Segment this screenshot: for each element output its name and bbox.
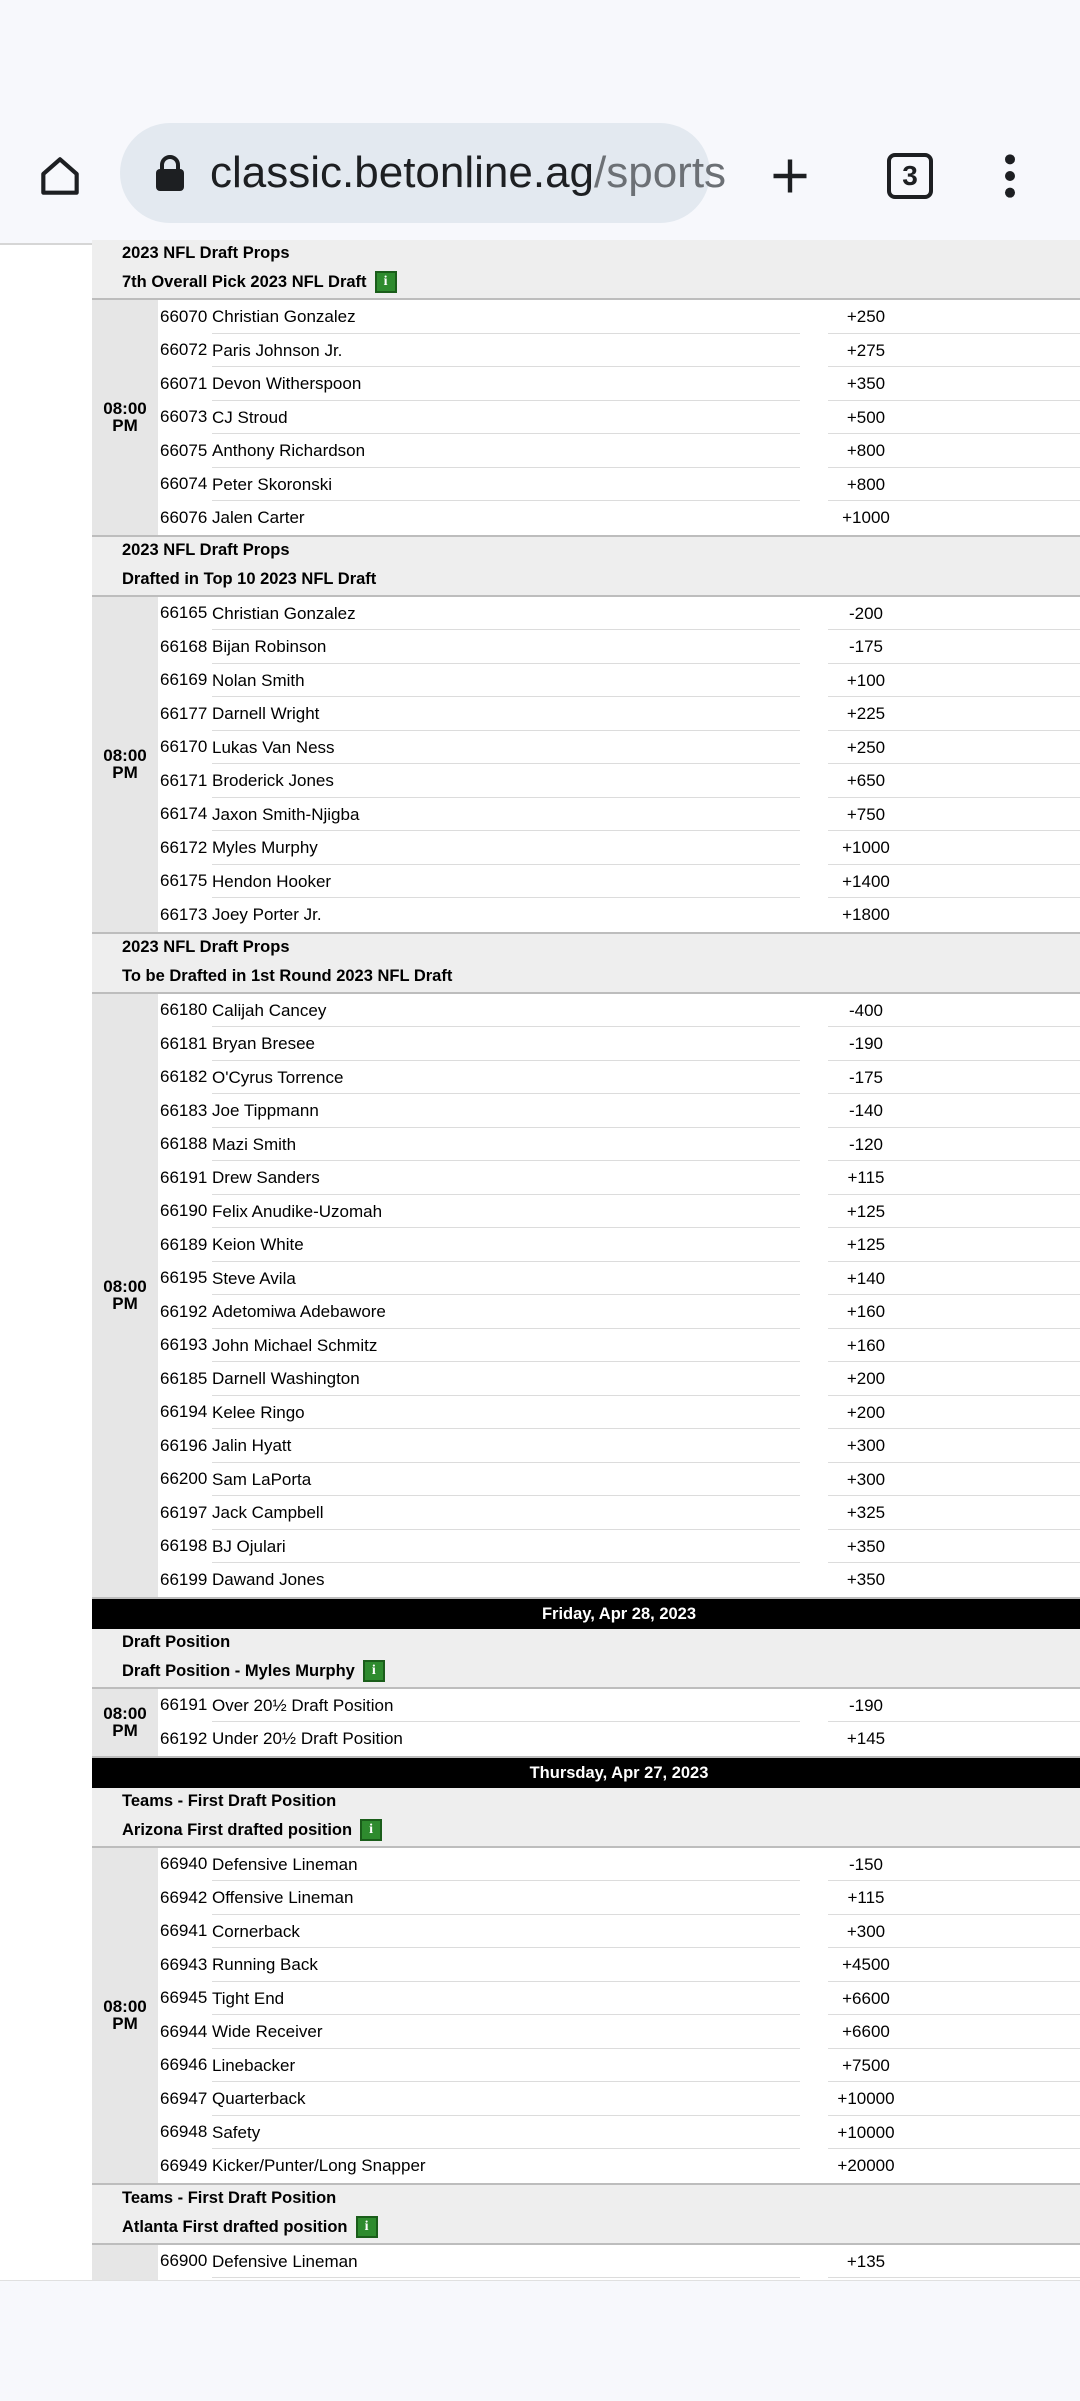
selection-name: Defensive Lineman [212,1848,800,1882]
odds-button[interactable]: +145 [846,1729,886,1748]
bet-line-row [158,2015,1080,2049]
selection-name: Cornerback [212,1915,800,1949]
market-header [92,934,1080,994]
rotation-number: 66171 [160,770,208,790]
rotation-number: 66941 [160,1921,208,1941]
bet-line-row [158,764,1080,798]
bet-line-row [158,831,1080,865]
odds-button[interactable]: +115 [828,1161,904,1195]
rotation-number: 66949 [160,2155,208,2175]
odds-button[interactable]: +350 [828,367,904,401]
bet-line-row [158,1295,1080,1329]
more-vert-icon [990,151,1030,201]
odds-button[interactable]: +4500 [828,1948,904,1982]
bet-line-row [158,1228,1080,1262]
selection-name: Tight End [212,1982,800,2016]
address-bar[interactable] [120,123,727,223]
rotation-number: 66177 [160,703,208,723]
odds-button[interactable]: +160 [828,1329,904,1363]
market-title-row [122,1814,1080,1846]
rotation-number: 66181 [160,1033,208,1053]
selection-name: Jalen Carter [212,508,305,527]
bet-line-row [158,865,1080,899]
selection-name: Broderick Jones [212,764,800,798]
market-header [92,2185,1080,2245]
market-title: Drafted in Top 10 2023 NFL Draft [122,569,377,588]
odds-button[interactable]: +500 [828,401,904,435]
status-bar [0,0,1080,110]
selection-name: Anthony Richardson [212,434,800,468]
rotation-number: 66191 [160,1695,208,1715]
selection-name: Safety [212,2116,800,2150]
game-time [92,994,158,1597]
odds-button[interactable]: +140 [828,1262,904,1296]
odds-button[interactable]: +100 [828,664,904,698]
odds-listing [92,240,1080,2314]
bet-line-row [158,630,1080,664]
selection-name: Joe Tippmann [212,1094,800,1128]
rotation-number: 66944 [160,2021,208,2041]
selection-name: Defensive Lineman [212,2245,800,2279]
selection-name: Kicker/Punter/Long Snapper [212,2156,426,2175]
bet-line-row [158,1128,1080,1162]
bet-line-row [158,1689,1080,1723]
rotation-number: 66946 [160,2055,208,2075]
market-title: 7th Overall Pick 2023 NFL Draft [122,273,367,291]
selection-name: Running Back [212,1948,800,1982]
market-title: Atlanta First drafted position [122,2217,348,2236]
bet-line-row [158,1722,1080,1756]
bet-line-row [158,1061,1080,1095]
odds-button[interactable]: +300 [828,1429,904,1463]
selection-name: Adetomiwa Adebawore [212,1295,800,1329]
market-lines [92,994,1080,1599]
odds-button[interactable]: +1000 [842,508,890,527]
rotation-number: 66180 [160,1000,208,1020]
bet-line-row [158,2082,1080,2116]
bet-line-row [158,1094,1080,1128]
rotation-number: 66165 [160,603,208,623]
selection-name: Joey Porter Jr. [212,905,322,924]
market-title-row [122,563,1080,595]
odds-button[interactable]: -190 [828,1689,904,1723]
selection-name: Bijan Robinson [212,630,800,664]
odds-button[interactable]: +800 [828,468,904,502]
bet-line-row [158,1563,1080,1597]
selection-name: Jack Campbell [212,1496,800,1530]
odds-button[interactable]: +350 [846,1570,886,1589]
odds-button[interactable]: +7500 [828,2049,904,2083]
rotation-number: 66198 [160,1536,208,1556]
new-tab-button[interactable] [748,134,832,218]
selection-name: Felix Anudike-Uzomah [212,1195,800,1229]
bet-line-row [158,994,1080,1028]
market-lines [92,1848,1080,2185]
bet-line-row [158,501,1080,535]
bet-line-row [158,468,1080,502]
home-button[interactable] [18,134,102,218]
bet-line-row [158,1396,1080,1430]
odds-button[interactable]: +1400 [828,865,904,899]
odds-button[interactable]: +650 [828,764,904,798]
rotation-number: 66182 [160,1067,208,1087]
bet-line-row [158,2049,1080,2083]
bet-line-row [158,2116,1080,2150]
rotation-number: 66168 [160,636,208,656]
odds-button[interactable]: +1000 [828,831,904,865]
game-time-clock: 08:00 [103,399,147,419]
rotation-number: 66189 [160,1234,208,1254]
game-time-clock: 08:00 [103,1277,147,1296]
market-header [92,1629,1080,1689]
odds-button[interactable]: -150 [828,1848,904,1882]
odds-button[interactable]: +200 [828,1396,904,1430]
selection-name: Bryan Bresee [212,1027,800,1061]
lock-icon [154,155,186,191]
rotation-number: 66170 [160,737,208,757]
selection-name: Hendon Hooker [212,865,800,899]
rotation-number: 66072 [160,340,208,360]
market-lines [92,1689,1080,1758]
rotation-number: 66195 [160,1268,208,1288]
game-time-ampm: PM [112,763,138,782]
rotation-number: 66190 [160,1201,208,1221]
bet-line-row [158,1027,1080,1061]
home-icon [35,151,85,201]
web-page [0,243,1080,2282]
selection-name: Steve Avila [212,1262,800,1296]
odds-button[interactable]: +115 [828,1881,904,1915]
plus-icon [768,154,812,198]
game-time-ampm: PM [112,2014,138,2033]
selection-name: Darnell Washington [212,1362,800,1396]
market-title-row [122,266,1080,298]
odds-button[interactable]: +300 [828,1463,904,1497]
rotation-number: 66192 [160,1728,208,1748]
overflow-menu-button[interactable] [968,134,1052,218]
rotation-number: 66200 [160,1469,208,1489]
game-time [92,1689,158,1756]
selection-name: Keion White [212,1228,800,1262]
tab-switcher-button[interactable] [868,134,952,218]
market-title-row [122,960,1080,992]
selection-name: Myles Murphy [212,831,800,865]
market-category: 2023 NFL Draft Props [122,540,290,559]
odds-button[interactable]: +135 [828,2245,904,2279]
market-title: To be Drafted in 1st Round 2023 NFL Draft [122,966,453,985]
date-header: Friday, Apr 28, 2023 [92,1599,1080,1629]
rotation-number: 66071 [160,373,208,393]
rotation-number: 66185 [160,1368,208,1388]
odds-button[interactable]: +125 [828,1228,904,1262]
market-lines [92,597,1080,934]
bet-line-row [158,1329,1080,1363]
odds-button[interactable]: +20000 [837,2156,895,2175]
selection-name: Mazi Smith [212,1128,800,1162]
odds-button[interactable]: +300 [828,1915,904,1949]
info-icon[interactable]: i [360,1819,382,1841]
market-category: Draft Position [122,1632,231,1651]
bet-line-row [158,898,1080,932]
info-icon[interactable]: i [375,271,397,293]
rotation-number: 66194 [160,1402,208,1422]
odds-button[interactable]: +6600 [828,2015,904,2049]
bet-line-row [158,1195,1080,1229]
bet-line-row [158,1463,1080,1497]
selection-name: Calijah Cancey [212,994,800,1028]
game-time-clock: 08:00 [103,746,147,765]
selection-name: Kelee Ringo [212,1396,800,1430]
selection-name: Jaxon Smith-Njigba [212,798,800,832]
rotation-number: 66183 [160,1100,208,1120]
odds-button[interactable]: +10000 [828,2116,904,2150]
selection-name: Darnell Wright [212,697,800,731]
bet-line-row [158,1982,1080,2016]
game-time [92,1848,158,2183]
bet-line-row [158,1881,1080,1915]
bet-line-row [158,1530,1080,1564]
rotation-number: 66196 [160,1435,208,1455]
selection-name: Over 20½ Draft Position [212,1689,800,1723]
bet-line-row [158,1948,1080,1982]
market-lines [92,300,1080,537]
selection-name: Sam LaPorta [212,1463,800,1497]
game-time-ampm: PM [112,1721,138,1740]
rotation-number: 66945 [160,1988,208,2008]
rotation-number: 66948 [160,2122,208,2142]
market-title: Draft Position - Myles Murphy [122,1661,355,1680]
odds-button[interactable]: +225 [828,697,904,731]
odds-button[interactable]: +275 [828,334,904,368]
selection-name: Dawand Jones [212,1570,325,1589]
market-category: 2023 NFL Draft Props [122,244,290,262]
odds-button[interactable]: +325 [828,1496,904,1530]
date-header: Thursday, Apr 27, 2023 [92,1758,1080,1788]
selection-name: CJ Stroud [212,401,800,435]
rotation-number: 66073 [160,407,208,427]
odds-button[interactable]: +250 [828,731,904,765]
market-category: Teams - First Draft Position [122,1791,337,1810]
bet-line-row [158,334,1080,368]
rotation-number: 66197 [160,1502,208,1522]
tab-count: 3 [887,153,933,199]
bet-line-row [158,367,1080,401]
rotation-number: 66169 [160,670,208,690]
odds-button[interactable]: -140 [828,1094,904,1128]
rotation-number: 66076 [160,507,208,527]
bet-line-row [158,1161,1080,1195]
selection-name: Lukas Van Ness [212,731,800,765]
url-text [210,145,726,201]
selection-name: O'Cyrus Torrence [212,1061,800,1095]
rotation-number: 66188 [160,1134,208,1154]
selection-name: Nolan Smith [212,664,800,698]
bet-line-row [158,697,1080,731]
market-header [92,1788,1080,1848]
market-header [92,240,1080,300]
rotation-number: 66173 [160,904,208,924]
selection-name: Peter Skoronski [212,468,800,502]
odds-button[interactable]: +750 [828,798,904,832]
rotation-number: 66193 [160,1335,208,1355]
rotation-number: 66074 [160,474,208,494]
selection-name: Drew Sanders [212,1161,800,1195]
info-icon[interactable]: i [363,1660,385,1682]
bet-line-row [158,1362,1080,1396]
bet-line-row [158,401,1080,435]
rotation-number: 66172 [160,837,208,857]
bet-line-row [158,798,1080,832]
rotation-number: 66070 [160,306,208,326]
game-time-clock: 08:00 [103,1997,147,2016]
selection-name: BJ Ojulari [212,1530,800,1564]
browser-toolbar [0,110,1080,243]
selection-name: Wide Receiver [212,2015,800,2049]
bet-line-row [158,1262,1080,1296]
bet-line-row [158,1915,1080,1949]
rotation-number: 66192 [160,1301,208,1321]
odds-button[interactable]: -190 [828,1027,904,1061]
odds-button[interactable]: -175 [828,630,904,664]
rotation-number: 66943 [160,1954,208,1974]
odds-button[interactable]: +160 [828,1295,904,1329]
market-header [92,537,1080,597]
rotation-number: 66942 [160,1887,208,1907]
selection-name: Devon Witherspoon [212,367,800,401]
selection-name: Under 20½ Draft Position [212,1729,403,1748]
odds-button[interactable]: -175 [828,1061,904,1095]
rotation-number: 66900 [160,2251,208,2271]
odds-button[interactable]: +10000 [828,2082,904,2116]
market-title-row [122,1655,1080,1687]
selection-name: Offensive Lineman [212,1881,800,1915]
rotation-number: 66075 [160,440,208,460]
url-host: classic.betonline.ag [210,148,595,197]
game-time-ampm: PM [112,416,138,436]
selection-name: Paris Johnson Jr. [212,334,800,368]
bet-line-row [158,1848,1080,1882]
odds-button[interactable]: -200 [828,597,904,631]
selection-name: Quarterback [212,2082,800,2116]
bet-line-row [158,2245,1080,2279]
rotation-number: 66947 [160,2088,208,2108]
bet-line-row [158,434,1080,468]
bet-line-row [158,300,1080,334]
odds-button[interactable]: +350 [828,1530,904,1564]
rotation-number: 66175 [160,871,208,891]
bet-line-row [158,2149,1080,2183]
info-icon[interactable]: i [356,2216,378,2238]
market-category: Teams - First Draft Position [122,2188,337,2207]
market-category: 2023 NFL Draft Props [122,937,290,956]
selection-name: John Michael Schmitz [212,1329,800,1363]
rotation-number: 66174 [160,804,208,824]
bet-line-row [158,664,1080,698]
odds-button[interactable]: -120 [828,1128,904,1162]
market-title: Arizona First drafted position [122,1820,353,1839]
odds-button[interactable]: -400 [828,994,904,1028]
market-title-row [122,2211,1080,2243]
odds-button[interactable]: +250 [828,300,904,334]
odds-button[interactable]: +125 [828,1195,904,1229]
bet-line-row [158,1429,1080,1463]
odds-button[interactable]: +6600 [828,1982,904,2016]
selection-name: Linebacker [212,2049,800,2083]
selection-name: Christian Gonzalez [212,597,800,631]
rotation-number: 66199 [160,1569,208,1589]
game-time [92,300,158,535]
bet-line-row [158,1496,1080,1530]
odds-button[interactable]: +200 [828,1362,904,1396]
url-path: /sports [594,148,727,197]
odds-button[interactable]: +800 [828,434,904,468]
odds-button[interactable]: +1800 [842,905,890,924]
bet-line-row [158,597,1080,631]
selection-name: Christian Gonzalez [212,300,800,334]
game-time-ampm: PM [112,1294,138,1313]
game-time [92,597,158,932]
selection-name: Jalin Hyatt [212,1429,800,1463]
rotation-number: 66191 [160,1167,208,1187]
rotation-number: 66940 [160,1854,208,1874]
system-nav-bar [0,2280,1080,2401]
game-time-clock: 08:00 [103,1704,147,1723]
bet-line-row [158,731,1080,765]
